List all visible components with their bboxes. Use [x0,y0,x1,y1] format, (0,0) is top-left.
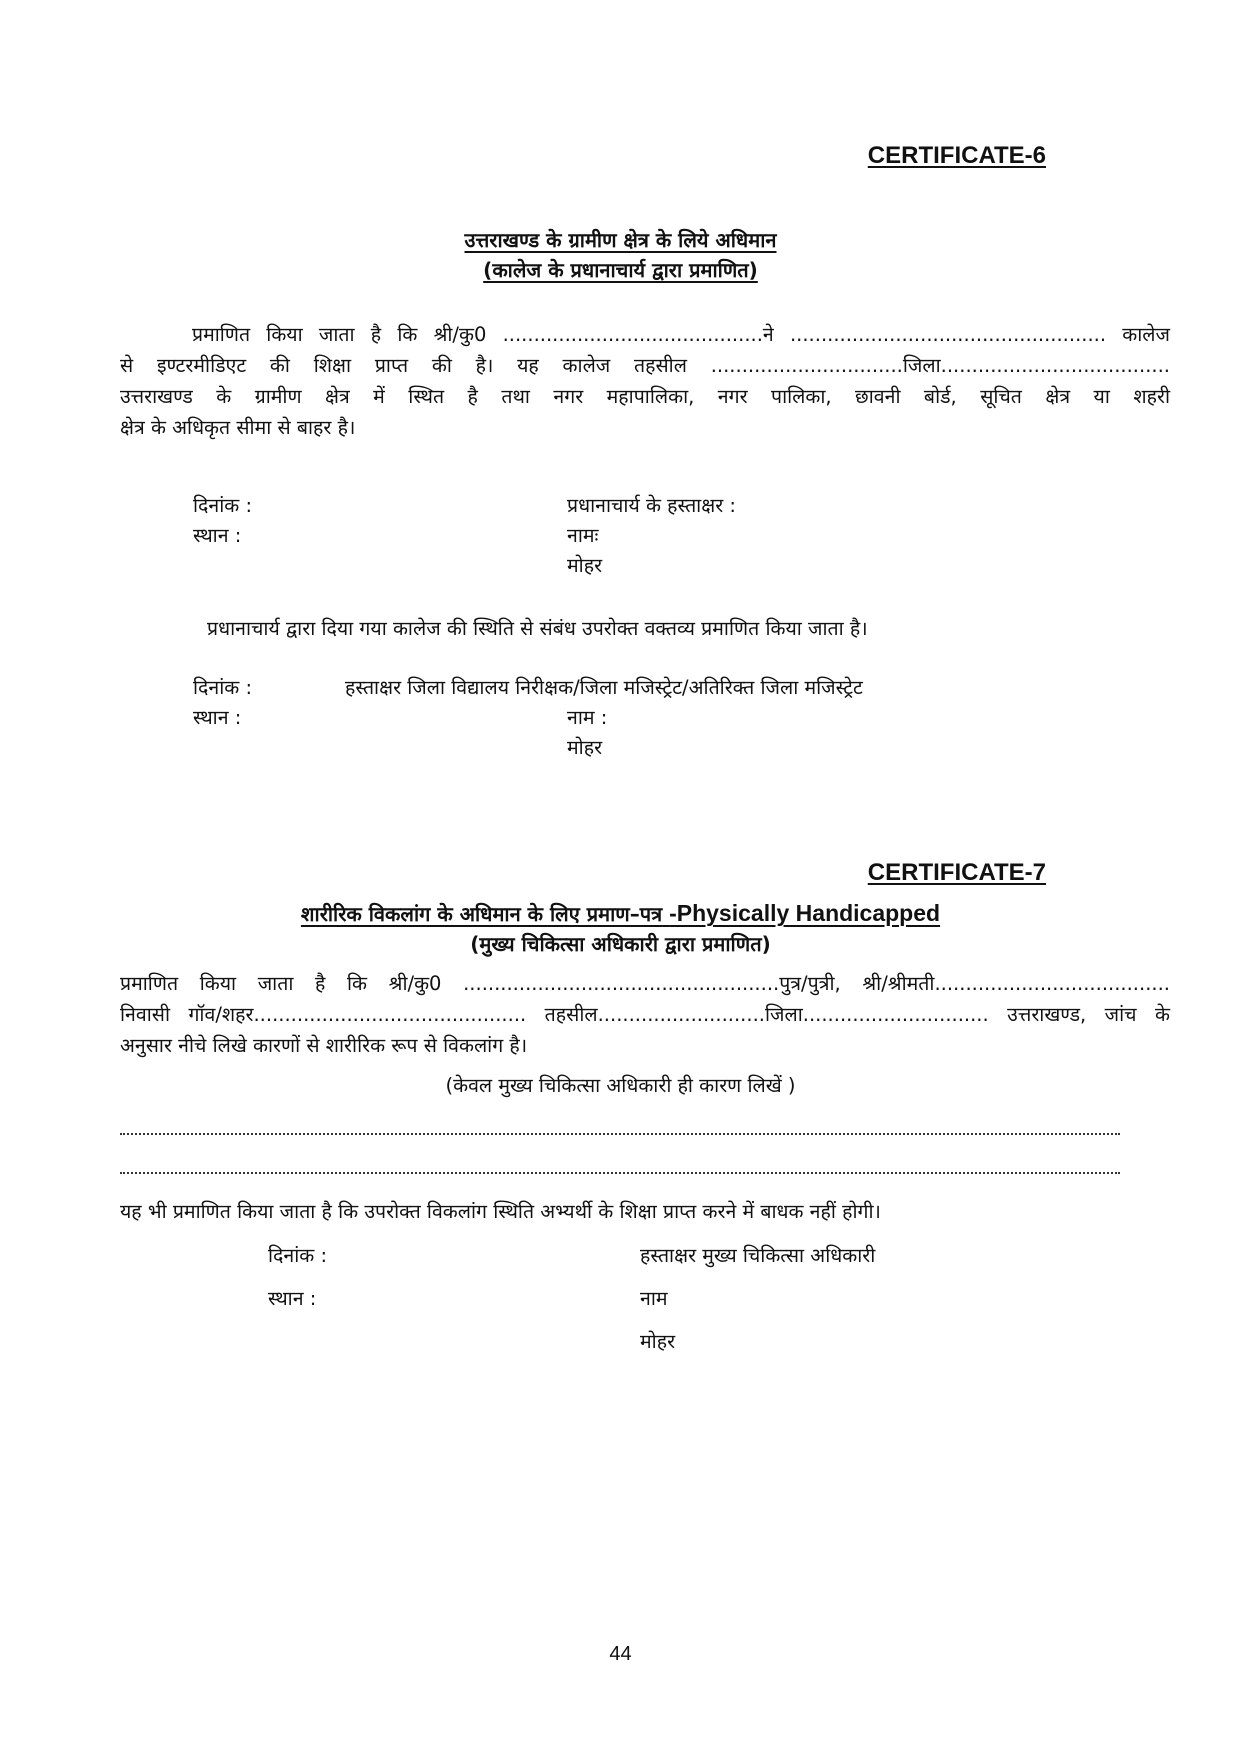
cert7-cmo-signature-label: हस्ताक्षर मुख्य चिकित्सा अधिकारी [640,1244,876,1267]
cert7-heading-hindi: शारीरिक विकलांग के अधिमान के लिए प्रमाण–पत्र [300,902,663,926]
cert6-date-label: दिनांक : [193,494,253,517]
cert7-name-label: नाम [640,1287,668,1310]
cert7-heading-english: -Physically Handicapped [669,900,941,926]
cert6-place-label-2: स्थान : [193,706,242,729]
cert7-place-label: स्थान : [268,1287,317,1310]
cert6-heading [0,226,1241,253]
cert6-para-line1: प्रमाणित किया जाता है कि श्री/कु0 ..........................................ने ................................................... कालेज [192,323,1170,346]
cert6-heading-line2: (कालेज के प्रधानाचार्य द्वारा प्रमाणित) [483,258,758,282]
cert7-para-line3: अनुसार नीचे लिखे कारणों से शारीरिक रूप से विकलांग है। [120,1034,528,1057]
cert6-principal-signature-label: प्रधानाचार्य के हस्ताक्षर : [567,494,736,517]
cert7-heading [0,900,1241,927]
cert7-heading-line2: (मुख्य चिकित्सा अधिकारी द्वारा प्रमाणित) [470,932,771,956]
cert7-reason-line-2[interactable] [120,1172,1120,1174]
cert7-heading-line1 [301,902,940,926]
cert6-attestation-text: प्रधानाचार्य द्वारा दिया गया कालेज की स्थिति से संबंध उपरोक्त वक्तव्य प्रमाणित किया जाता है। [207,617,868,640]
cert7-note: (केवल मुख्य चिकित्सा अधिकारी ही कारण लिखें ) [445,1074,796,1097]
cert6-seal-label-2: मोहर [567,736,603,759]
cert7-subheading [0,930,1241,957]
cert6-subheading [0,256,1241,283]
cert6-heading-line1: उत्तराखण्ड के ग्रामीण क्षेत्र के लिये अधिमान [464,228,777,252]
cert7-date-label: दिनांक : [268,1244,328,1267]
cert6-place-label: स्थान : [193,524,242,547]
cert7-para-line1: प्रमाणित किया जाता है कि श्री/कु0 ...................................................पुत्र/पुत्री, श्री/श्रीमती...................................... [120,972,1170,995]
cert6-para-line2: से इण्टरमीडिएट की शिक्षा प्राप्त की है। यह कालेज तहसील ...............................जिला..................................... [120,354,1170,377]
certificate-7-title: CERTIFICATE-7 [867,859,1046,886]
cert6-inspector-signature-label: हस्ताक्षर जिला विद्यालय निरीक्षक/जिला मजिस्ट्रेट/अतिरिक्त जिला मजिस्ट्रेट [345,676,863,699]
cert7-para-line2: निवासी गॉव/शहर............................................ तहसील...........................जिला.............................. उत्तराखण्ड, जांच के [120,1003,1170,1026]
cert6-seal-label: मोहर [567,554,603,577]
cert6-name-label-2: नाम : [567,706,608,729]
cert7-seal-label: मोहर [640,1330,676,1353]
certificate-6-title: CERTIFICATE-6 [867,142,1046,169]
cert7-reason-line-1[interactable] [120,1133,1120,1135]
page-number: 44 [609,1643,632,1665]
cert7-paragraph [120,968,1170,1061]
cert7-closing-text: यह भी प्रमाणित किया जाता है कि उपरोक्त विकलांग स्थिति अभ्यर्थी के शिक्षा प्राप्त करने में बाधक नहीं होगी। [120,1200,881,1223]
cert6-para-line3: उत्तराखण्ड के ग्रामीण क्षेत्र में स्थित है तथा नगर महापालिका, नगर पालिका, छावनी बोर्ड, सूचित क्षेत्र या शहरी [120,385,1170,408]
cert6-date-label-2: दिनांक : [193,676,253,699]
cert6-paragraph [120,319,1170,443]
cert6-name-label: नामः [567,524,599,547]
cert6-para-line4: क्षेत्र के अधिकृत सीमा से बाहर है। [120,416,356,439]
